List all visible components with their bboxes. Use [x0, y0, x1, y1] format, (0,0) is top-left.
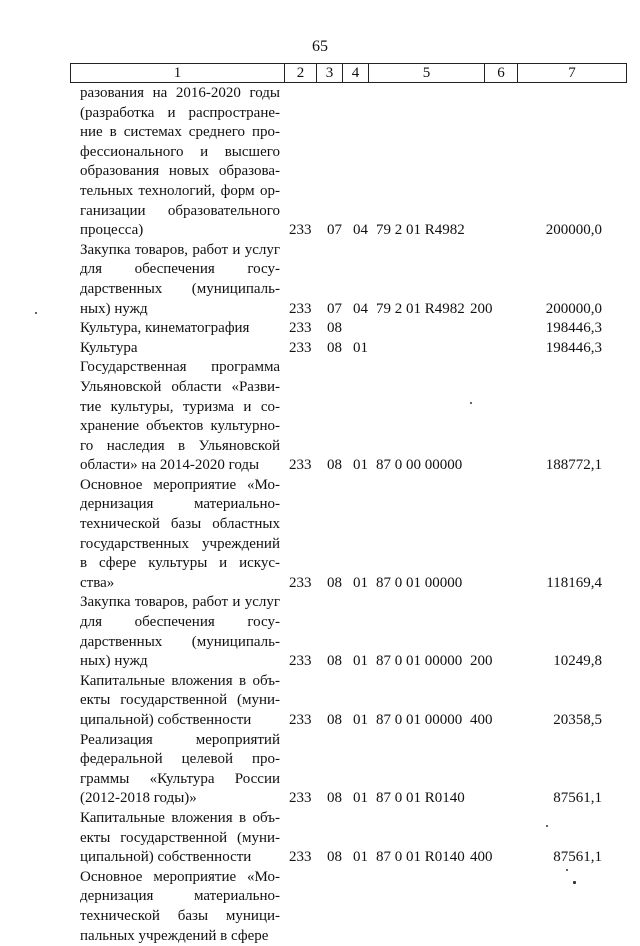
scan-speck	[573, 881, 576, 884]
row-description: Основное мероприятие «Мо-дернизация материально-технической базы областных государственных учреждений в сфере культуры и искус-ства»	[80, 476, 280, 591]
scan-speck	[546, 825, 548, 827]
row-amount: 200000,0	[545, 222, 602, 239]
table-row	[0, 241, 640, 319]
row-description: Культура, кинематография	[80, 320, 250, 337]
row-code-subsection: 04	[353, 222, 368, 239]
row-code-target: 87 0 01 R0140	[376, 790, 465, 807]
table-row	[0, 319, 640, 339]
table-row	[0, 868, 640, 946]
table-row	[0, 476, 640, 594]
scan-speck	[566, 869, 568, 871]
row-code-section: 07	[327, 300, 342, 317]
row-amount: 10249,8	[553, 653, 602, 670]
row-amount: 20358,5	[553, 712, 602, 728]
row-code-subsection: 01	[353, 712, 368, 728]
row-code-subsection: 01	[353, 574, 368, 591]
row-amount: 87561,1	[553, 790, 602, 807]
column-header-2: 2	[285, 64, 317, 83]
row-code-expense-type: 200	[470, 300, 493, 317]
row-description: Реализация мероприятий федеральной целевой про-граммы «Культура России (2012-2018 годы)»	[80, 731, 280, 807]
column-header-6: 6	[485, 64, 518, 83]
column-header-4: 4	[343, 64, 369, 83]
row-code-expense-type: 200	[470, 653, 493, 670]
table-row	[0, 84, 640, 241]
row-code-section: 08	[327, 849, 342, 866]
row-description: Основное мероприятие «Мо-дернизация материально-технической базы муници-пальных учреждений в сфере	[80, 868, 280, 944]
table-row	[0, 672, 640, 731]
row-code-section: 08	[327, 653, 342, 670]
row-amount: 87561,1	[553, 849, 602, 866]
row-code-section: 08	[327, 339, 342, 356]
scan-speck	[35, 312, 37, 314]
row-code-target: 79 2 01 R4982	[376, 300, 465, 317]
column-header-table	[70, 63, 627, 83]
row-code-subsection: 01	[353, 849, 368, 866]
row-code-subsection: 04	[353, 300, 368, 317]
row-code-section: 08	[327, 320, 342, 337]
row-code-expense-type: 400	[470, 712, 493, 728]
table-row	[0, 731, 640, 809]
row-description: Государственная программа Ульяновской области «Разви-тие культуры, туризма и со-хранение объектов культурно-го наследия в Ульяновской области» на 2014-2020 годы	[80, 359, 280, 474]
row-code-target: 87 0 00 00000	[376, 457, 463, 474]
row-amount: 188772,1	[545, 457, 602, 474]
row-description: Капитальные вложения в объ-екты государственной (муни-ципальной) собственности	[80, 809, 280, 866]
table-row	[0, 593, 640, 671]
column-header-5: 5	[369, 64, 485, 83]
row-code-section: 07	[327, 222, 342, 239]
row-code-subsection: 01	[353, 339, 368, 356]
row-code-subsection: 01	[353, 653, 368, 670]
row-code-ministry: 233	[289, 574, 312, 591]
column-header-1: 1	[71, 64, 285, 83]
table-row	[0, 339, 640, 359]
column-header-3: 3	[317, 64, 343, 83]
row-code-ministry: 233	[289, 712, 312, 728]
row-code-ministry: 233	[289, 849, 312, 866]
row-amount: 198446,3	[545, 320, 602, 337]
budget-table-body	[0, 84, 640, 946]
row-description: Закупка товаров, работ и услуг для обеспечения госу-дарственных (муниципаль-ных) нужд	[80, 594, 280, 670]
row-code-ministry: 233	[289, 300, 312, 317]
row-code-ministry: 233	[289, 653, 312, 670]
row-code-subsection: 01	[353, 790, 368, 807]
row-code-ministry: 233	[289, 222, 312, 239]
row-code-section: 08	[327, 790, 342, 807]
column-header-7: 7	[518, 64, 627, 83]
table-row	[0, 358, 640, 476]
row-code-target: 87 0 01 00000	[376, 653, 463, 670]
row-code-ministry: 233	[289, 339, 312, 356]
row-code-section: 08	[327, 574, 342, 591]
row-code-target: 87 0 01 00000	[376, 712, 463, 728]
row-description: разования на 2016-2020 годы (разработка и распростране-ние в системах среднего про-фессионального и высшего образования новых образова-тельных технологий, форм ор-ганизации образовательного процесса)	[80, 85, 280, 239]
row-code-expense-type: 400	[470, 849, 493, 866]
row-amount: 118169,4	[546, 574, 602, 591]
row-amount: 198446,3	[545, 339, 602, 356]
row-description: Капитальные вложения в объ-екты государственной (муни-ципальной) собственности	[80, 672, 280, 728]
row-code-ministry: 233	[289, 320, 312, 337]
row-code-section: 08	[327, 457, 342, 474]
row-code-ministry: 233	[289, 457, 312, 474]
row-code-ministry: 233	[289, 790, 312, 807]
row-code-section: 08	[327, 712, 342, 728]
table-row	[0, 809, 640, 868]
row-amount: 200000,0	[545, 300, 602, 317]
row-code-target: 79 2 01 R4982	[376, 222, 465, 239]
page-number: 65	[312, 38, 328, 55]
row-description: Культура	[80, 339, 138, 356]
row-code-target: 87 0 01 00000	[376, 574, 463, 591]
row-code-target: 87 0 01 R0140	[376, 849, 465, 866]
scan-speck	[470, 402, 472, 404]
row-description: Закупка товаров, работ и услуг для обеспечения госу-дарственных (муниципаль-ных) нужд	[80, 241, 280, 317]
row-code-subsection: 01	[353, 457, 368, 474]
